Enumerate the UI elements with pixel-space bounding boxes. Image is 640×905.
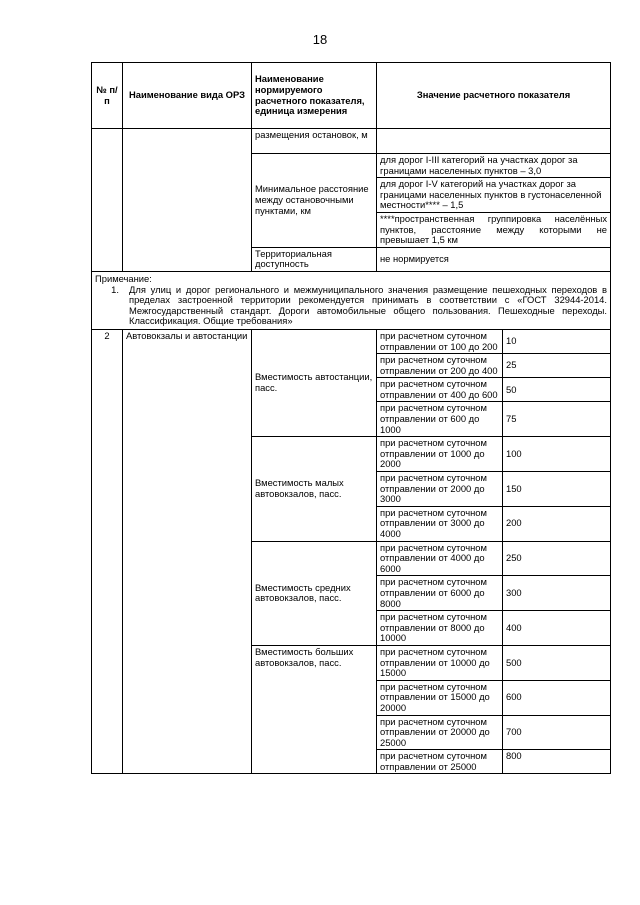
group3-label: Вместимость средних автовокзалов, пасс. bbox=[252, 541, 377, 645]
note-row bbox=[92, 271, 611, 329]
value-cell: 700 bbox=[503, 715, 611, 750]
section2-kind: Автовокзалы и автостанции bbox=[123, 329, 252, 774]
condition-cell: при расчетном суточном отправлении от 15000 до 20000 bbox=[377, 680, 503, 715]
condition-cell: при расчетном суточном отправлении от 1000 до 2000 bbox=[377, 437, 503, 472]
min-distance-label: Минимальное расстояние между остановочными пунктами, км bbox=[252, 154, 377, 248]
condition-cell: при расчетном суточном отправлении от 2000 до 3000 bbox=[377, 472, 503, 507]
value-cell: 150 bbox=[503, 472, 611, 507]
condition-cell: при расчетном суточном отправлении от 3000 до 4000 bbox=[377, 506, 503, 541]
note-cell bbox=[92, 271, 611, 329]
value-cell: 25 bbox=[503, 354, 611, 378]
value-cell: 10 bbox=[503, 329, 611, 353]
value-cell: 800 bbox=[503, 750, 611, 774]
continued-indicator: размещения остановок, м bbox=[252, 129, 377, 154]
value-cell: 500 bbox=[503, 645, 611, 680]
section2-num: 2 bbox=[92, 329, 123, 774]
table-header-row bbox=[92, 63, 611, 129]
min-distance-value-1: для дорог I-III категорий на участках дорог за границами населенных пунктов – 3,0 bbox=[377, 154, 611, 178]
group1-label: Вместимость автостанции, пасс. bbox=[252, 329, 377, 436]
note-title: Примечание: bbox=[95, 272, 152, 284]
value-cell: 300 bbox=[503, 576, 611, 611]
condition-cell: при расчетном суточном отправлении от 600 до 1000 bbox=[377, 402, 503, 437]
condition-cell: при расчетном суточном отправлении от 6000 до 8000 bbox=[377, 576, 503, 611]
num-cell-empty bbox=[92, 129, 123, 272]
condition-cell: при расчетном суточном отправлении от 4000 до 6000 bbox=[377, 541, 503, 576]
condition-cell: при расчетном суточном отправлении от 200 до 400 bbox=[377, 354, 503, 378]
header-indicator: Наименование нормируемого расчетного показателя, единица измерения bbox=[252, 63, 377, 129]
condition-cell: при расчетном суточном отправлении от 8000 до 10000 bbox=[377, 611, 503, 646]
value-cell: 75 bbox=[503, 402, 611, 437]
header-num: № п/п bbox=[92, 63, 123, 129]
value-cell: 50 bbox=[503, 378, 611, 402]
value-cell: 600 bbox=[503, 680, 611, 715]
table-row bbox=[92, 329, 611, 353]
condition-cell: при расчетном суточном отправлении от 100 до 200 bbox=[377, 329, 503, 353]
group2-label: Вместимость малых автовокзалов, пасс. bbox=[252, 437, 377, 541]
table-row bbox=[92, 129, 611, 154]
group4-label: Вместимость больших автовокзалов, пасс. bbox=[252, 645, 377, 774]
value-cell: 200 bbox=[503, 506, 611, 541]
value-cell: 100 bbox=[503, 437, 611, 472]
norms-table bbox=[91, 62, 611, 774]
kind-cell-empty bbox=[123, 129, 252, 272]
min-distance-footnote: ****пространственная группировка населённых пунктов, расстояние между которыми не превышает 1,5 км bbox=[377, 212, 611, 247]
condition-cell: при расчетном суточном отправлении от 20000 до 25000 bbox=[377, 715, 503, 750]
value-cell: 400 bbox=[503, 611, 611, 646]
condition-cell: при расчетном суточном отправлении от 25000 bbox=[377, 750, 503, 774]
continued-value-empty bbox=[377, 129, 611, 154]
header-value: Значение расчетного показателя bbox=[377, 63, 611, 129]
header-kind: Наименование вида ОРЗ bbox=[123, 63, 252, 129]
condition-cell: при расчетном суточном отправлении от 400 до 600 bbox=[377, 378, 503, 402]
page-number: 18 bbox=[312, 32, 328, 47]
territorial-label: Территориальная доступность bbox=[252, 247, 377, 271]
value-cell: 250 bbox=[503, 541, 611, 576]
note-item bbox=[95, 285, 607, 327]
territorial-value: не нормируется bbox=[377, 247, 611, 271]
condition-cell: при расчетном суточном отправлении от 10000 до 15000 bbox=[377, 645, 503, 680]
note-item-number: 1. bbox=[111, 283, 119, 295]
min-distance-value-2: для дорог I-V категорий на участках дорог за границами населенных пунктов в густонаселенной местности**** – 1,5 bbox=[377, 178, 611, 213]
note-item-text: Для улиц и дорог регионального и межмуниципального значения размещение пешеходных переходов в пределах застроенной территории рекомендуется принимать в соответствии с «ГОСТ 32944-2014. Межгосударственный стандарт. Дороги автомобильные общего пользования. Пешеходные переходы. Классификация. Общие требования» bbox=[129, 283, 608, 327]
